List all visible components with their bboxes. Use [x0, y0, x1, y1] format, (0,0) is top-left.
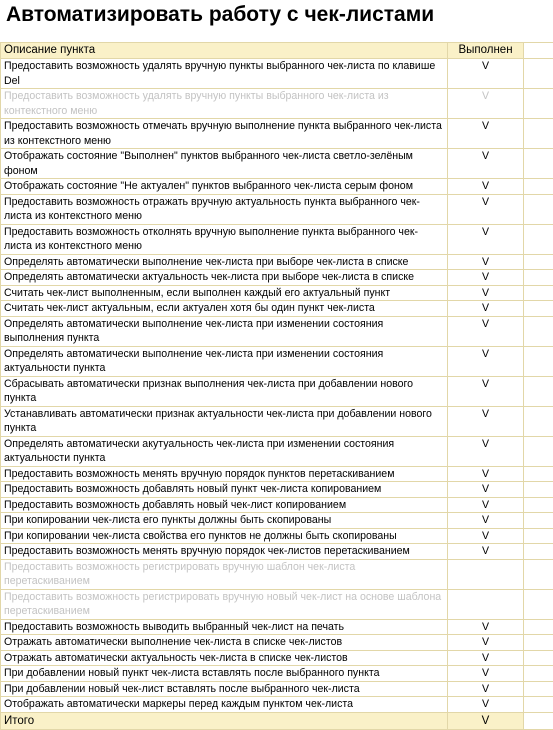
table-row: [1, 346, 553, 376]
table-row: [1, 89, 553, 119]
row-description: Предоставить возможность удалять вручную пункты выбранного чек-листа из контекстного меню: [1, 89, 448, 119]
row-done-mark: V: [448, 346, 524, 376]
row-done-mark: V: [448, 666, 524, 682]
empty-cell: [524, 681, 553, 697]
empty-cell: [524, 650, 553, 666]
table-row: [1, 635, 553, 651]
row-done-mark: V: [448, 513, 524, 529]
column-header-done: Выполнен: [448, 43, 524, 59]
table-row: [1, 513, 553, 529]
table-row: [1, 316, 553, 346]
empty-cell: [524, 589, 553, 619]
row-done-mark: V: [448, 497, 524, 513]
empty-cell: [524, 194, 553, 224]
empty-cell: [524, 497, 553, 513]
empty-cell: [524, 544, 553, 560]
empty-cell: [524, 89, 553, 119]
row-description: Предоставить возможность менять вручную порядок пунктов перетаскиванием: [1, 466, 448, 482]
table-row: [1, 436, 553, 466]
row-description: Отображать автоматически маркеры перед каждым пунктом чек-листа: [1, 697, 448, 713]
row-description: Определять автоматически акутуальность чек-листа при изменении состояния актуальности пункта: [1, 436, 448, 466]
row-done-mark: V: [448, 436, 524, 466]
empty-cell: [524, 119, 553, 149]
row-done-mark: V: [448, 301, 524, 317]
table-row: [1, 301, 553, 317]
empty-cell: [524, 179, 553, 195]
row-description: Определять автоматически выполнение чек-листа при выборе чек-листа в списке: [1, 254, 448, 270]
row-description: Отображать состояние "Выполнен" пунктов выбранного чек-листа светло-зелёным фоном: [1, 149, 448, 179]
total-done-mark: V: [448, 712, 524, 729]
table-row: [1, 681, 553, 697]
row-description: Предоставить возможность добавлять новый чек-лист копированием: [1, 497, 448, 513]
table-row: [1, 619, 553, 635]
row-done-mark: V: [448, 376, 524, 406]
empty-cell: [524, 436, 553, 466]
row-done-mark: V: [448, 270, 524, 286]
row-done-mark: V: [448, 316, 524, 346]
empty-cell: [524, 254, 553, 270]
row-done-mark: [448, 559, 524, 589]
table-row: [1, 119, 553, 149]
empty-cell: [524, 149, 553, 179]
row-description: Предоставить возможность отколнять вручную выполнение пункта выбранного чек-листа из контекстного меню: [1, 224, 448, 254]
row-description: Предоставить возможность выводить выбранный чек-лист на печать: [1, 619, 448, 635]
row-done-mark: V: [448, 89, 524, 119]
row-description: При копировании чек-листа его пункты должны быть скопированы: [1, 513, 448, 529]
empty-cell: [524, 513, 553, 529]
empty-cell: [524, 316, 553, 346]
row-description: Сбрасывать автоматически признак выполнения чек-листа при добавлении нового пункта: [1, 376, 448, 406]
table-row: [1, 666, 553, 682]
row-done-mark: V: [448, 635, 524, 651]
row-description: Устанавливать автоматически признак актуальности чек-листа при добавлении нового пункта: [1, 406, 448, 436]
row-done-mark: V: [448, 466, 524, 482]
table-body: [1, 59, 553, 713]
column-header-description: Описание пункта: [1, 43, 448, 59]
row-done-mark: V: [448, 59, 524, 89]
row-description: Предоставить возможность отражать вручную актуальность пункта выбранного чек-листа из контекстного меню: [1, 194, 448, 224]
row-done-mark: V: [448, 194, 524, 224]
table-row: [1, 285, 553, 301]
table-header-row: [1, 43, 553, 59]
row-description: Предоставить возможность регистрировать вручную новый чек-лист на основе шаблона перетаскиванием: [1, 589, 448, 619]
table-row: [1, 59, 553, 89]
empty-cell: [524, 697, 553, 713]
row-done-mark: V: [448, 406, 524, 436]
row-description: При добавлении новый пункт чек-листа вставлять после выбранного пункта: [1, 666, 448, 682]
row-description: При копировании чек-листа свойства его пунктов не должны быть скопированы: [1, 528, 448, 544]
row-description: Предоставить возможность удалять вручную пункты выбранного чек-листа по клавише Del: [1, 59, 448, 89]
row-description: Предоставить возможность регистрировать вручную шаблон чек-листа перетаскиванием: [1, 559, 448, 589]
empty-cell: [524, 224, 553, 254]
row-description: При добавлении новый чек-лист вставлять после выбранного чек-листа: [1, 681, 448, 697]
row-description: Предоставить возможность отмечать вручную выполнение пункта выбранного чек-листа из контекстного меню: [1, 119, 448, 149]
row-done-mark: V: [448, 544, 524, 560]
row-done-mark: V: [448, 224, 524, 254]
table-row: [1, 254, 553, 270]
empty-header-cell: [524, 43, 553, 59]
table-row: [1, 650, 553, 666]
table-row: [1, 559, 553, 589]
row-description: Определять автоматически выполнение чек-листа при изменении состояния актуальности пункта: [1, 346, 448, 376]
row-done-mark: V: [448, 254, 524, 270]
row-description: Определять автоматически выполнение чек-листа при изменении состояния выполнения пункта: [1, 316, 448, 346]
table-row: [1, 376, 553, 406]
row-done-mark: V: [448, 697, 524, 713]
row-description: Предоставить возможность добавлять новый пункт чек-листа копированием: [1, 482, 448, 498]
row-description: Отражать автоматически актуальность чек-листа в списке чек-листов: [1, 650, 448, 666]
empty-cell: [524, 346, 553, 376]
total-label: Итого: [1, 712, 448, 729]
empty-cell: [524, 406, 553, 436]
row-done-mark: V: [448, 119, 524, 149]
row-description: Определять автоматически актуальность чек-листа при выборе чек-листа в списке: [1, 270, 448, 286]
table-row: [1, 528, 553, 544]
empty-cell: [524, 635, 553, 651]
row-done-mark: V: [448, 149, 524, 179]
empty-cell: [524, 528, 553, 544]
table-row: [1, 466, 553, 482]
table-row: [1, 544, 553, 560]
empty-cell: [524, 301, 553, 317]
table-row: [1, 589, 553, 619]
table-row: [1, 194, 553, 224]
empty-cell: [524, 59, 553, 89]
table-row: [1, 697, 553, 713]
table-row: [1, 224, 553, 254]
table-row: [1, 270, 553, 286]
table-row: [1, 406, 553, 436]
table-row: [1, 497, 553, 513]
row-description: Считать чек-лист выполненным, если выполнен каждый его актуальный пункт: [1, 285, 448, 301]
row-done-mark: V: [448, 650, 524, 666]
empty-cell: [524, 666, 553, 682]
table-row: [1, 179, 553, 195]
empty-cell: [524, 285, 553, 301]
table-row: [1, 482, 553, 498]
empty-cell: [524, 376, 553, 406]
row-done-mark: V: [448, 285, 524, 301]
row-done-mark: V: [448, 619, 524, 635]
empty-cell: [524, 482, 553, 498]
empty-cell: [524, 466, 553, 482]
row-done-mark: V: [448, 179, 524, 195]
table-row: [1, 149, 553, 179]
row-done-mark: [448, 589, 524, 619]
row-done-mark: V: [448, 528, 524, 544]
empty-cell: [524, 619, 553, 635]
empty-cell: [524, 270, 553, 286]
row-done-mark: V: [448, 482, 524, 498]
row-description: Отображать состояние "Не актуален" пунктов выбранного чек-листа серым фоном: [1, 179, 448, 195]
report-title: Автоматизировать работу с чек-листами: [6, 1, 434, 29]
checklist-report-table: [0, 42, 553, 730]
row-description: Предоставить возможность менять вручную порядок чек-листов перетаскиванием: [1, 544, 448, 560]
empty-cell: [524, 559, 553, 589]
row-description: Считать чек-лист актуальным, если актуален хотя бы один пункт чек-листа: [1, 301, 448, 317]
row-description: Отражать автоматически выполнение чек-листа в списке чек-листов: [1, 635, 448, 651]
row-done-mark: V: [448, 681, 524, 697]
